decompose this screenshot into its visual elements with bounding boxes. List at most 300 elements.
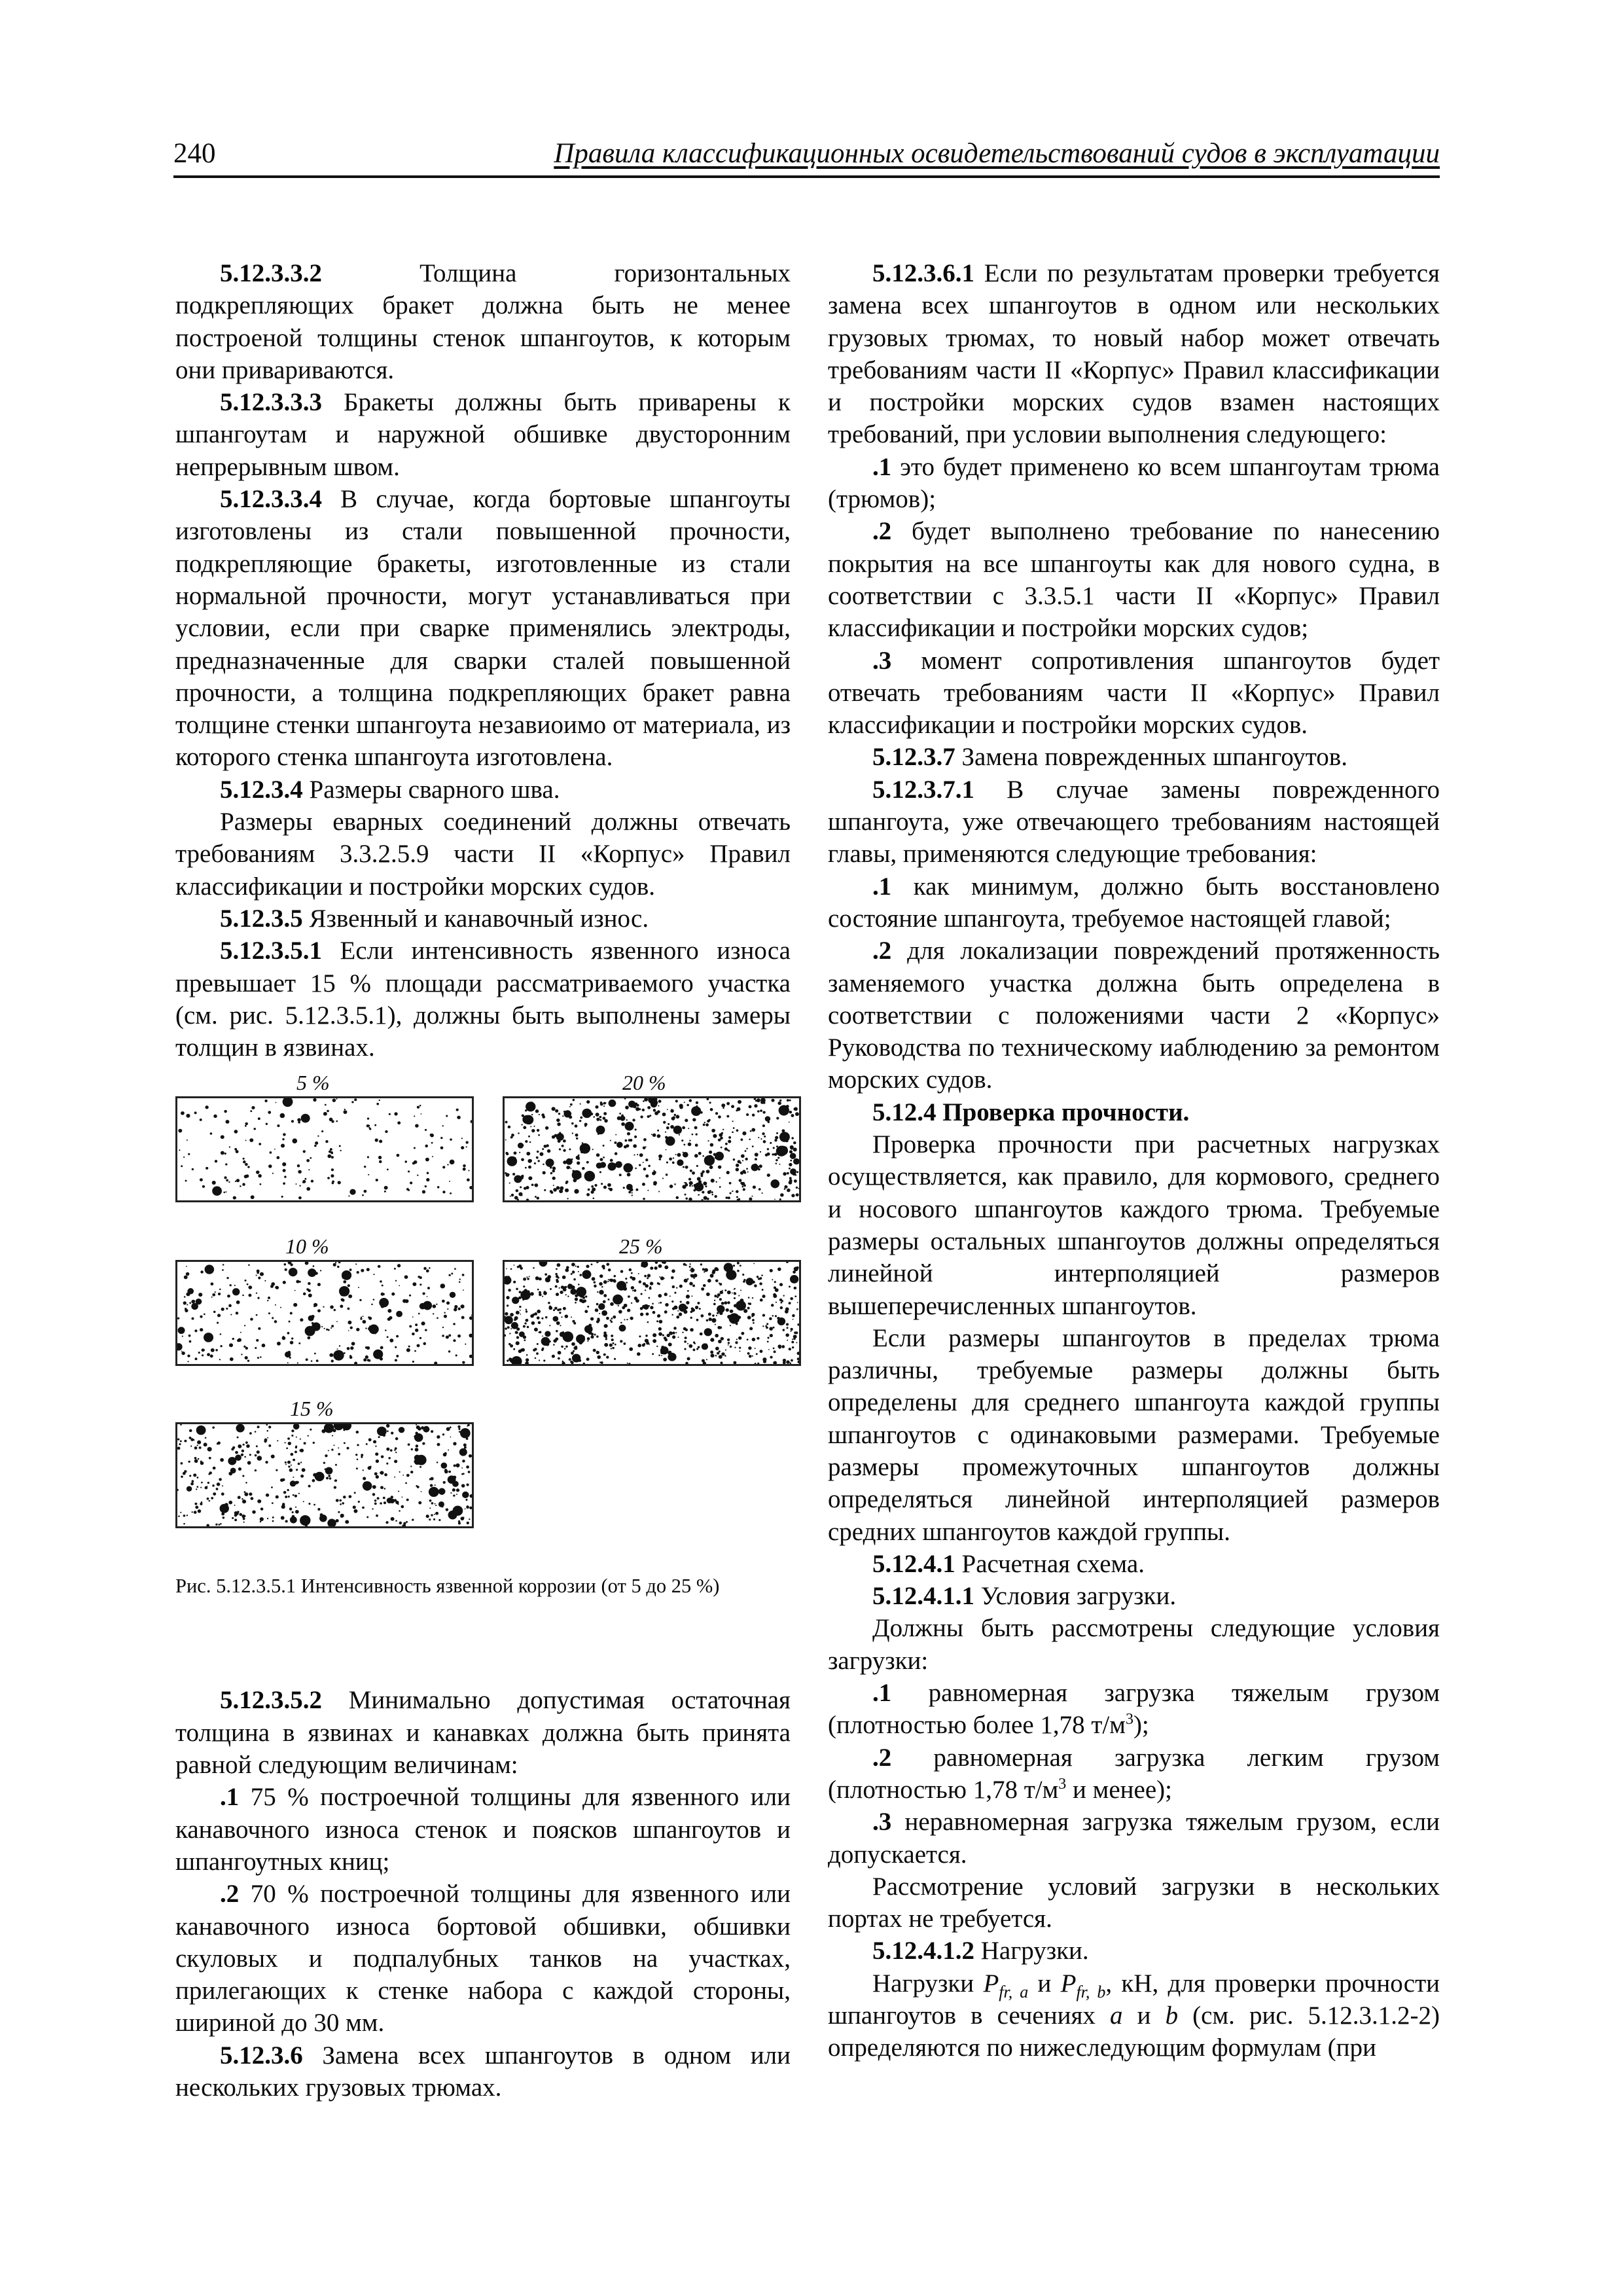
pit-dot (606, 1317, 609, 1320)
pit-dot (742, 1160, 743, 1162)
pit-dot (794, 1287, 797, 1289)
pit-dot (552, 1177, 556, 1180)
pit-dot (348, 1295, 352, 1299)
pit-dot (285, 1464, 287, 1465)
subscript: fr, b (1076, 1982, 1106, 2001)
pit-dot (328, 1329, 330, 1331)
pit-dot (462, 1361, 465, 1364)
paragraph-text: В случае, когда бортовые шпангоуты изготовлены из стали повышенной прочности, подкрепляющие бракеты, изготовленные из стали нормальной прочности, могут устанавливаться при условии, если при сварке применялись электроды, предназначенные для сварки сталей повышенной прочности, а толщина подкрепляющих бракет равна толщине стенки шпангоута незавиоимо от материала, из которого стенка шпангоута изготовлена. (175, 485, 791, 772)
pit-dot (255, 1431, 257, 1433)
pit-dot (599, 1307, 602, 1310)
pit-dot (514, 1265, 515, 1266)
pit-dot (188, 1153, 190, 1155)
pit-dot (387, 1336, 389, 1338)
pit-dot (739, 1347, 741, 1349)
pit-dot (394, 1460, 397, 1463)
pit-dot (547, 1276, 551, 1280)
pit-dot (308, 1485, 311, 1488)
pit-dot (418, 1276, 420, 1278)
pit-dot (541, 1337, 550, 1346)
pit-dot (558, 1113, 560, 1115)
pit-dot (777, 1157, 779, 1159)
pit-dot (719, 1177, 721, 1179)
pit-dot (386, 1448, 389, 1451)
pit-dot (440, 1137, 442, 1139)
pit-dot (461, 1473, 463, 1475)
pit-dot (440, 1284, 446, 1289)
pit-dot (733, 1361, 736, 1364)
pit-dot (537, 1129, 539, 1132)
pit-dot (505, 1152, 508, 1155)
pit-dot (702, 1155, 704, 1157)
pit-dot (373, 1299, 375, 1301)
pit-dot (549, 1325, 550, 1327)
pit-dot (711, 1194, 713, 1196)
pit-dot (539, 1331, 542, 1334)
pit-dot (211, 1498, 213, 1500)
pit-dot (670, 1125, 674, 1129)
pit-dot (379, 1298, 389, 1307)
pit-dot (257, 1426, 260, 1429)
pit-dot (563, 1111, 571, 1118)
pit-dot (689, 1185, 691, 1187)
pit-dot (675, 1333, 677, 1334)
pit-dot (700, 1264, 702, 1266)
pit-dot (317, 1283, 321, 1287)
pit-dot (281, 1144, 285, 1148)
pit-dot (446, 1115, 448, 1117)
pit-dot (782, 1146, 783, 1147)
item-number: .1 (220, 1783, 240, 1812)
pit-dot (280, 1307, 281, 1308)
pit-dot (281, 1516, 285, 1520)
pit-dot (423, 1267, 427, 1270)
pit-dot (773, 1327, 775, 1329)
pit-dot (359, 1299, 361, 1301)
pit-dot (611, 1335, 613, 1338)
pit-dot (298, 1463, 300, 1465)
pit-dot (516, 1311, 520, 1315)
pit-dot (717, 1305, 724, 1313)
pit-dot (762, 1289, 764, 1291)
pit-dot (643, 1198, 645, 1200)
pit-dot (724, 1355, 726, 1357)
pit-dot (178, 1344, 181, 1346)
pit-dot (671, 1276, 674, 1279)
pit-dot (573, 1346, 577, 1350)
pit-dot (721, 1302, 724, 1305)
pit-dot (414, 1147, 416, 1149)
pit-dot (581, 1300, 585, 1304)
pit-dot (283, 1281, 286, 1284)
pit-dot (646, 1313, 649, 1316)
pit-dot (258, 1327, 260, 1330)
pit-dot (373, 1274, 374, 1276)
pit-dot (188, 1461, 190, 1463)
pit-dot (368, 1439, 372, 1442)
pit-dot (368, 1317, 372, 1320)
item-number: .1 (872, 452, 892, 481)
pit-dot (257, 1357, 259, 1359)
pit-dot (786, 1105, 789, 1109)
pit-dot (204, 1443, 207, 1447)
pit-dot (444, 1315, 447, 1318)
pit-dot (690, 1170, 692, 1172)
pit-dot (425, 1426, 427, 1429)
pit-dot (596, 1351, 599, 1354)
pit-dot (616, 1142, 622, 1148)
pit-dot (419, 1105, 421, 1107)
clause-number: 5.12.4.1 (872, 1549, 955, 1578)
pit-dot (639, 1336, 641, 1338)
pit-dot (510, 1268, 512, 1270)
pit-dot (596, 1126, 605, 1134)
pit-dot (462, 1492, 469, 1498)
pit-dot (747, 1352, 750, 1355)
pit-dot (685, 1194, 687, 1196)
pit-dot (230, 1357, 234, 1361)
pit-dot (468, 1471, 471, 1474)
pit-dot (615, 1134, 616, 1136)
pit-dot (567, 1166, 571, 1169)
pit-dot (658, 1302, 660, 1304)
pit-dot (321, 1326, 323, 1327)
pit-dot (454, 1268, 456, 1270)
pit-dot (530, 1293, 534, 1297)
pit-dot (291, 1121, 294, 1123)
pit-dot (665, 1132, 666, 1133)
pit-dot (759, 1165, 762, 1168)
pit-dot (368, 1467, 372, 1471)
pit-dot (596, 1113, 599, 1117)
pit-dot (448, 1335, 451, 1337)
pit-dot (577, 1162, 580, 1165)
header-rule (173, 175, 1440, 178)
pit-dot (625, 1122, 634, 1131)
pit-dot (798, 1361, 799, 1364)
pit-dot (212, 1293, 215, 1297)
pit-dot (187, 1304, 188, 1306)
pit-dot (755, 1100, 757, 1102)
pit-dot (191, 1300, 195, 1304)
right-column (828, 257, 1440, 2064)
pit-dot (205, 1265, 215, 1274)
pit-dot (189, 1437, 192, 1439)
pit-dot (685, 1166, 688, 1169)
pit-dot (297, 1119, 301, 1122)
pit-dot (531, 1129, 535, 1132)
pit-dot (177, 1327, 185, 1335)
pit-dot (329, 1478, 332, 1480)
pit-dot (538, 1134, 540, 1136)
pit-dot (742, 1132, 746, 1136)
pit-dot (289, 1100, 291, 1102)
pit-dot (389, 1339, 393, 1343)
pit-dot (736, 1196, 738, 1198)
pit-dot (300, 1439, 301, 1440)
pit-dot (344, 1352, 346, 1354)
paragraph (828, 1580, 1440, 1612)
pit-dot (256, 1293, 257, 1294)
pit-dot (662, 1262, 666, 1264)
pit-dot (267, 1300, 268, 1301)
pit-dot (221, 1493, 224, 1496)
pit-dot (771, 1304, 774, 1307)
pit-dot (329, 1118, 333, 1122)
pit-dot (622, 1299, 624, 1300)
pit-dot (505, 1139, 507, 1141)
pit-dot (323, 1112, 327, 1116)
pit-dot (251, 1196, 255, 1200)
pit-dot (461, 1138, 463, 1139)
pit-dot (363, 1316, 364, 1318)
pit-dot (379, 1140, 382, 1143)
pit-dot (740, 1290, 741, 1291)
pit-dot (679, 1134, 680, 1136)
pit-dot (582, 1297, 585, 1299)
pit-dot (791, 1341, 794, 1344)
pit-dot (294, 1451, 297, 1454)
pit-dot (236, 1300, 240, 1304)
pit-dot (594, 1285, 597, 1287)
pit-dot (201, 1482, 203, 1484)
pit-dot (666, 1174, 668, 1176)
pit-dot (258, 1118, 260, 1121)
pit-dot (222, 1486, 223, 1487)
pit-dot (381, 1293, 384, 1296)
paragraph-text: , кН, для проверки прочности шпангоутов в сечениях (828, 1969, 1440, 2030)
pit-dot (563, 1139, 566, 1143)
pit-dot (726, 1269, 730, 1272)
pit-dot (331, 1325, 334, 1328)
pit-dot (766, 1323, 768, 1325)
pit-dot (177, 1447, 180, 1450)
pit-dot (618, 1162, 620, 1164)
pit-dot (308, 1269, 316, 1278)
pit-dot (347, 1348, 350, 1351)
spacer (175, 1612, 791, 1684)
pit-dot (786, 1361, 790, 1364)
pit-dot (308, 1316, 314, 1321)
pit-dot (656, 1346, 658, 1347)
pit-dot (244, 1325, 245, 1327)
pit-dot (461, 1305, 465, 1309)
pit-dot (270, 1285, 274, 1288)
pit-dot (425, 1129, 427, 1131)
pit-dot (693, 1342, 695, 1344)
pit-dot (327, 1519, 336, 1526)
pit-dot (789, 1363, 791, 1364)
pit-dot (461, 1467, 463, 1469)
pit-dot (583, 1363, 585, 1364)
pit-dot (732, 1318, 733, 1319)
pit-dot (257, 1451, 260, 1454)
pit-dot (362, 1507, 365, 1509)
pit-dot (233, 1196, 236, 1200)
pit-dot (348, 1196, 349, 1197)
pit-dot (790, 1331, 791, 1332)
pit-dot (220, 1523, 222, 1525)
pit-dot (343, 1496, 346, 1499)
pit-dot (526, 1152, 530, 1156)
pit-dot (563, 1332, 574, 1342)
pit-dot (456, 1109, 459, 1111)
pit-dot (537, 1197, 539, 1200)
pit-dot (260, 1272, 264, 1276)
pit-dot (584, 1273, 588, 1276)
pit-dot (332, 1099, 336, 1102)
pit-dot (751, 1196, 753, 1197)
pit-dot (633, 1289, 636, 1292)
pit-dot (556, 1268, 558, 1270)
pit-dot (567, 1198, 568, 1200)
paragraph (828, 451, 1440, 516)
pit-dot (796, 1172, 798, 1174)
pit-dot (635, 1168, 637, 1170)
pit-dot (658, 1333, 662, 1336)
pit-dot (288, 1496, 290, 1498)
pit-dot (336, 1321, 338, 1323)
pit-dot (462, 1274, 465, 1277)
pit-dot (638, 1273, 639, 1274)
pit-dot (505, 1335, 506, 1337)
pit-dot (249, 1454, 251, 1456)
pit-dot (683, 1310, 687, 1314)
pit-dot (562, 1276, 566, 1280)
pit-dot (721, 1353, 724, 1356)
pit-dot (455, 1463, 459, 1467)
pit-dot (529, 1141, 531, 1143)
paragraph: Если размеры шпангоутов в пределах трюма различны, требуемые размеры должны быть определены для среднего шпангоута каждой группы шпангоутов с одинаковыми размерами. Требуемые размеры промежуточных шпангоутов должны определяться линейной интерполяцией размеров средних шпангоутов каждой группы. (828, 1323, 1440, 1546)
pit-dot (545, 1126, 548, 1130)
pit-dot (639, 1109, 641, 1111)
paragraph-text: равномерная загрузка легким грузом (плотностью 1,78 т/м (828, 1743, 1440, 1804)
pit-dot (331, 1360, 334, 1363)
pit-dot (791, 1114, 794, 1117)
pit-dot (543, 1164, 544, 1166)
pit-dot (791, 1328, 793, 1331)
paragraph (175, 1781, 791, 1878)
pit-dot (313, 1098, 316, 1102)
clause-number: 5.12.4.1.2 (872, 1937, 974, 1965)
pit-dot (212, 1427, 215, 1429)
pit-dot (257, 1499, 261, 1503)
pit-dot (196, 1426, 206, 1435)
pit-dot (260, 1508, 264, 1511)
pit-dot (434, 1362, 437, 1365)
pit-dot (463, 1517, 465, 1519)
pit-dot (686, 1301, 689, 1304)
pit-dot (571, 1122, 574, 1124)
pit-dot (446, 1509, 449, 1511)
pit-dot (690, 1329, 694, 1332)
pit-dot (717, 1352, 719, 1355)
pit-dot (781, 1284, 782, 1285)
pit-dot (533, 1349, 535, 1352)
pit-dot (358, 1501, 360, 1503)
pit-dot (507, 1305, 508, 1307)
pit-dot (364, 1166, 366, 1168)
pit-dot (709, 1191, 711, 1193)
pit-dot (550, 1191, 552, 1193)
section-title: 5.12.4 Проверка прочности. (872, 1098, 1190, 1126)
pit-dot (355, 1454, 357, 1456)
pit-dot (385, 1522, 388, 1524)
pit-dot (681, 1139, 683, 1141)
pit-dot (649, 1344, 650, 1345)
pit-dot (726, 1171, 730, 1174)
pit-dot (240, 1332, 241, 1333)
pit-dot (696, 1134, 698, 1136)
pit-dot (789, 1100, 791, 1102)
pit-dot (721, 1362, 723, 1365)
pit-dot (530, 1126, 531, 1128)
pit-dot (709, 1164, 711, 1166)
pit-dot (234, 1130, 238, 1134)
pit-dot (696, 1306, 697, 1308)
pit-dot (237, 1511, 240, 1513)
pit-dot (624, 1098, 626, 1100)
pit-dot (181, 1462, 183, 1465)
pit-dot (314, 1353, 316, 1355)
pit-dot (580, 1117, 582, 1119)
pit-dot (395, 1520, 397, 1522)
pit-dot (376, 1179, 378, 1181)
paragraph (175, 386, 791, 483)
pit-dot (576, 1335, 585, 1344)
paragraph-text: как минимум, должно быть восстановлено состояние шпангоута, требуемое настоящей главой; (828, 872, 1440, 933)
pit-dot (351, 1342, 355, 1346)
pit-dot (565, 1268, 569, 1272)
pit-dot (791, 1138, 794, 1139)
pit-dot (415, 1324, 418, 1327)
pit-dot (645, 1175, 649, 1178)
pit-dot (588, 1331, 592, 1335)
pit-dot (779, 1164, 780, 1165)
pit-dot (737, 1270, 740, 1272)
pit-dot (183, 1157, 185, 1158)
pit-dot (519, 1306, 521, 1308)
pit-dot (334, 1445, 335, 1446)
pit-dot (316, 1323, 317, 1324)
pit-dot (586, 1265, 589, 1268)
pit-dot (243, 1444, 245, 1446)
pit-dot (194, 1330, 197, 1333)
pit-dot (416, 1445, 419, 1448)
pit-dot (437, 1435, 440, 1439)
pit-dot (790, 1153, 796, 1159)
pit-dot (784, 1185, 787, 1189)
pit-dot (741, 1332, 744, 1335)
pit-dot (527, 1326, 529, 1328)
pit-dot (221, 1151, 224, 1155)
pit-dot (715, 1195, 717, 1198)
pit-dot (281, 1479, 283, 1480)
pit-dot (469, 1454, 472, 1458)
paragraph: Размеры еварных соединений должны отвечать требованиям 3.3.2.5.9 части II «Корпус» Правил классификации и постройки морских судов. (175, 808, 791, 901)
pit-dot (570, 1289, 577, 1295)
pit-dot (433, 1305, 437, 1309)
pit-dot (437, 1462, 438, 1464)
pit-dot (374, 1499, 377, 1501)
pit-dot (262, 1344, 266, 1348)
pit-dot (609, 1100, 616, 1107)
pit-dot (356, 1328, 359, 1331)
pit-dot (775, 1289, 779, 1293)
pit-dot (793, 1141, 796, 1144)
pit-dot (507, 1360, 508, 1362)
pit-dot (669, 1138, 673, 1141)
